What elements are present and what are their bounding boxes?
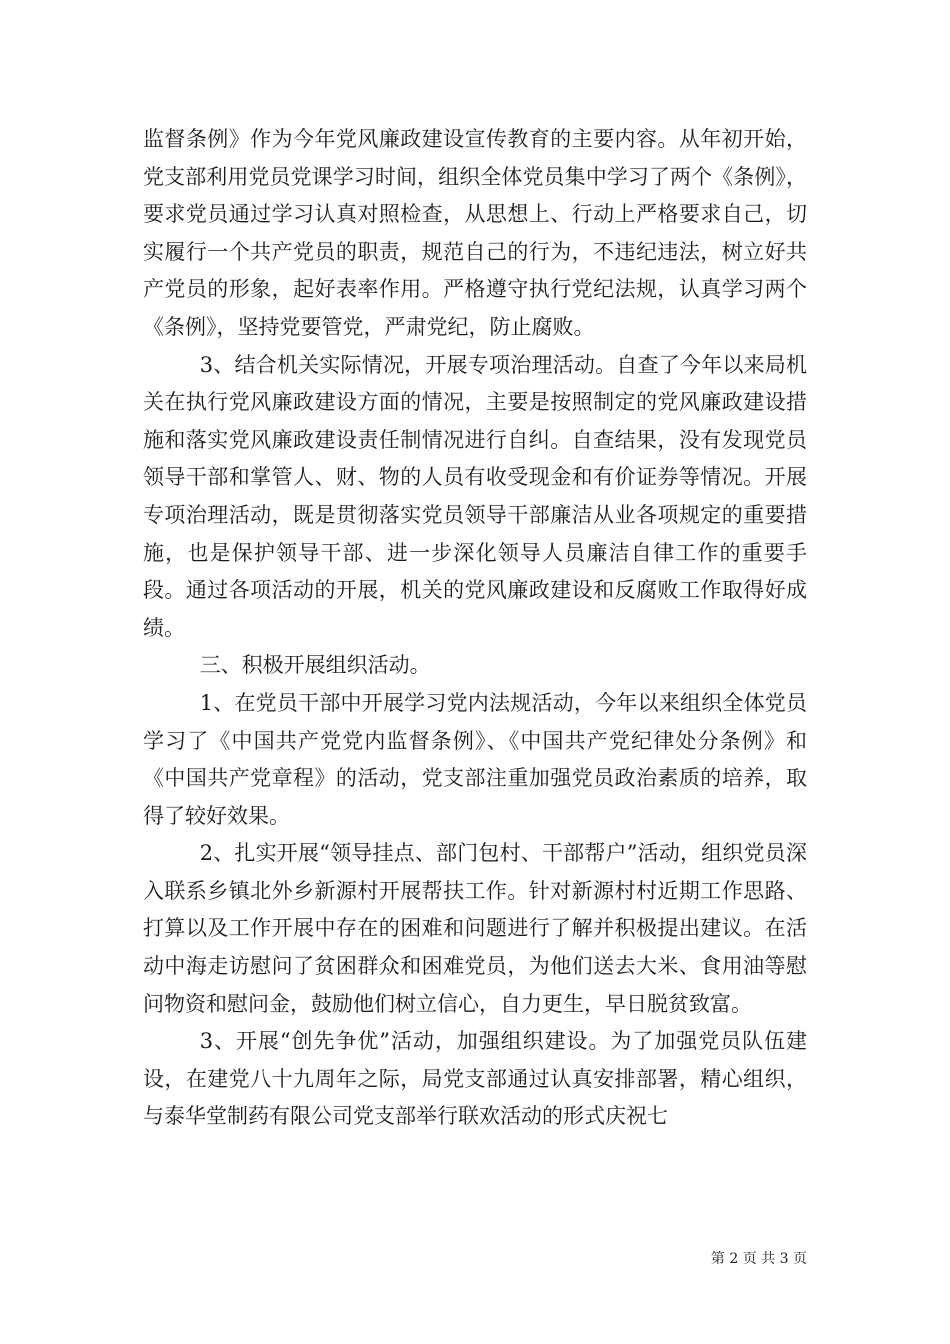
paragraph-item-2-assistance-activity: 2、扎实开展“领导挂点、部门包村、干部帮户”活动，组织党员深入联系乡镇北外乡新源村开展帮扶工作。针对新源村村近期工作思路、打算以及工作开展中存在的困难和问题进行了解并积极提出建议。在活动中海走访慰问了贫困群众和困难党员，为他们送去大米、食用油等慰问物资和慰问金，鼓励他们树立信心，自力更生，早日脱贫致富。 xyxy=(143,841,807,1016)
paragraph-item-3-special-governance: 3、结合机关实际情况，开展专项治理活动。自查了今年以来局机关在执行党风廉政建设方面的情况，主要是按照制定的党风廉政建设措施和落实党风廉政建设责任制情况进行自纠。自查结果，没有发现党员领导干部和掌管人、财、物的人员有收受现金和有价证券等情况。开展专项治理活动，既是贯彻落实党员领导干部廉洁从业各项规定的重要措施，也是保护领导干部、进一步深化领导人员廉洁自律工作的重要手段。通过各项活动的开展，机关的党风廉政建设和反腐败工作取得好成绩。 xyxy=(143,352,807,640)
paragraph-continuation: 监督条例》作为今年党风廉政建设宣传教育的主要内容。从年初开始，党支部利用党员党课学习时间，组织全体党员集中学习了两个《条例》，要求党员通过学习认真对照检查，从思想上、行动上严格要求自己，切实履行一个共产党员的职责，规范自己的行为，不违纪违法，树立好共产党员的形象，起好表率作用。严格遵守执行党纪法规，认真学习两个《条例》，坚持党要管党，严肃党纪，防止腐败。 xyxy=(143,127,807,339)
document-body xyxy=(143,121,807,1136)
section-heading-organization-activities: 三、积极开展组织活动。 xyxy=(199,653,431,678)
paragraph-item-1-party-regulations: 1、在党员干部中开展学习党内法规活动，今年以来组织全体党员学习了《中国共产党党内监督条例》、《中国共产党纪律处分条例》和《中国共产党章程》的活动，党支部注重加强党员政治素质的培养，取得了较好效果。 xyxy=(143,690,807,828)
page-number-footer: 第 2 页 共 3 页 xyxy=(710,1251,807,1267)
paragraph-item-3-excellence-activity: 3、开展“创先争优”活动，加强组织建设。为了加强党员队伍建设，在建党八十九周年之际，局党支部通过认真安排部署，精心组织，与泰华堂制药有限公司党支部举行联欢活动的形式庆祝七 xyxy=(143,1029,807,1129)
